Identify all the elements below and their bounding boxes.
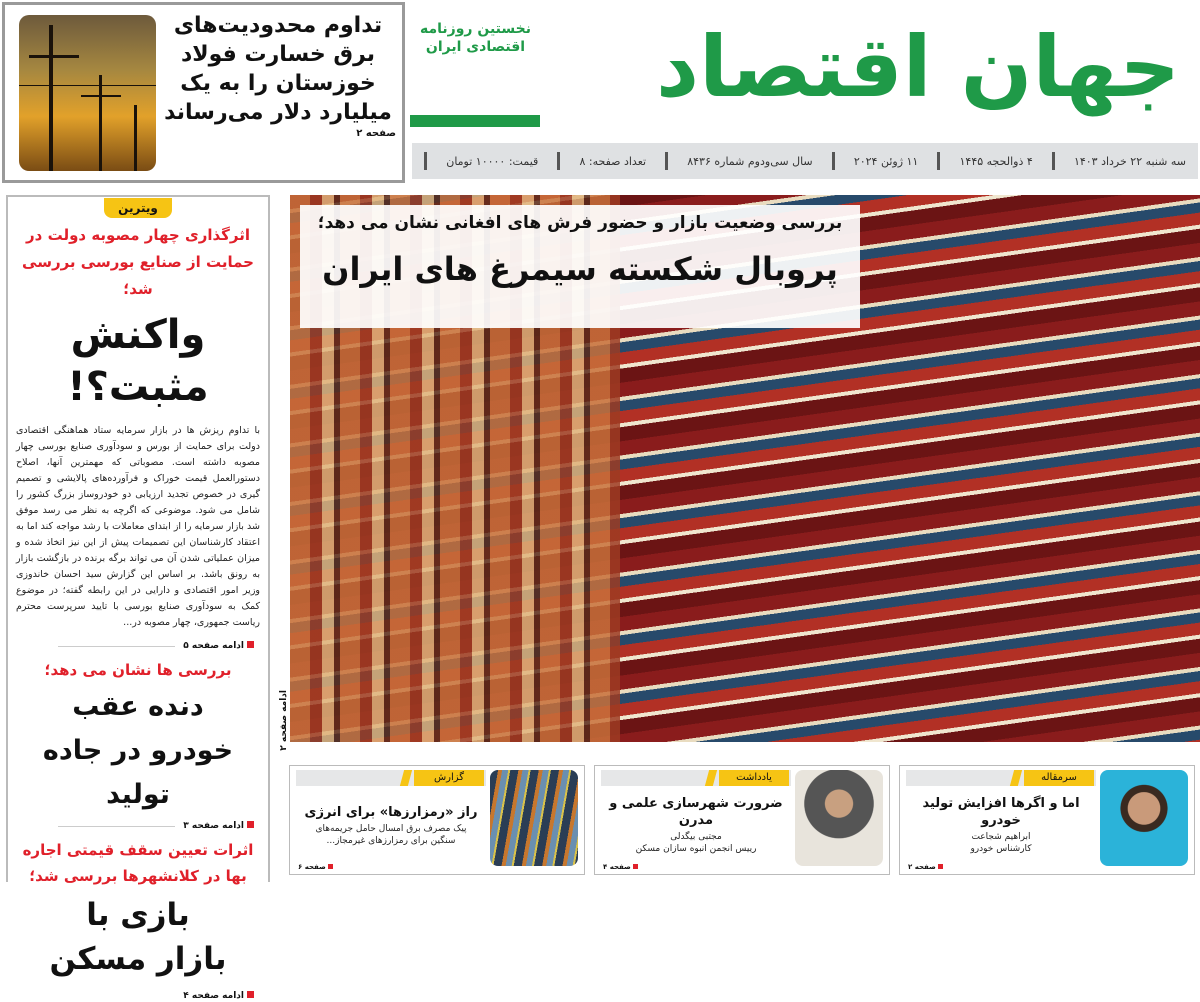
- card-page: صفحه ۴: [603, 862, 638, 872]
- card-title: راز «رمزارزها» برای انرژی: [304, 804, 478, 820]
- story3-headline[interactable]: بازی با بازار مسکن: [49, 897, 227, 977]
- main-kicker: بررسی وضعیت بازار و حضور فرش های افغانی نشان می دهد؛: [317, 213, 843, 233]
- teaser-text: [160, 11, 396, 139]
- teaser-page: صفحه ۲: [356, 128, 396, 139]
- story1-headline[interactable]: واکنش مثبت؟!: [67, 312, 209, 410]
- logo-bar: [410, 115, 540, 127]
- divider: [58, 646, 175, 647]
- main-photo-carpets[interactable]: [290, 195, 1200, 742]
- card-content: [603, 790, 789, 860]
- card-report[interactable]: [289, 765, 585, 875]
- page-count: تعداد صفحه: ۸: [579, 154, 647, 168]
- story3-kicker: اثرات تعیین سقف قیمتی اجاره بها در کلانشهرها بررسی شد؛: [22, 841, 254, 885]
- card-title: ضرورت شهرسازی علمی و مدرن: [609, 796, 783, 828]
- separator: [424, 152, 427, 170]
- price: قیمت: ۱۰۰۰۰ تومان: [446, 154, 539, 168]
- card-content: [908, 790, 1094, 860]
- story2-kicker: بررسی ها نشان می دهد؛: [44, 661, 232, 679]
- separator: [832, 152, 835, 170]
- story2-continue[interactable]: ادامه صفحه ۳: [183, 821, 268, 831]
- separator: [1052, 152, 1055, 170]
- story1-continue[interactable]: ادامه صفحه ۵: [183, 641, 268, 651]
- section-badge: ویترین: [104, 198, 172, 218]
- mining-rigs-photo: [490, 770, 578, 866]
- card-label: سرمقاله: [1024, 770, 1094, 786]
- card-author-role: رییس انجمن انبوه سازان مسکن: [635, 844, 757, 854]
- card-editorial[interactable]: [899, 765, 1195, 875]
- card-author: ابراهیم شجاعت: [971, 832, 1031, 842]
- separator: [665, 152, 668, 170]
- tagline-line-2: اقتصادی ایران: [425, 39, 526, 55]
- masthead-tagline: [420, 20, 531, 56]
- story1-body: با تداوم ریزش ها در بازار سرمایه ستاد هماهنگی اقتصادی دولت برای حمایت از بورس و سودآوری صنایع بورسی چهار مصوبه داشته است. مصوباتی که مهمترین آنها، اصلاح دستورالعمل قیمت خوراک و فرآورده‌های پالایشی و تصمیم گیری در خصوص تجدید ارزیابی دو خودروساز بزرگ کشور را شامل می شود. موضوعی که اگرچه به نظر می رسد موفق شد بازار سرمایه را از ابتدای معاملات با رشد مواجه کند اما به اعتقاد کارشناسان این تصمیمات پیش از این نیز اتخاذ شده و میزان عملیاتی شدن آن می تواند برگه برنده در بازگشت بازار به رونق باشد. بر اساس این گزارش سید احسان خاندوزی وزیر امور اقتصادی و دارایی در این رابطه گفته؛ در موضوع کمک به سودآوری صنایع بورسی با تایید سرپرست محترم ریاست جمهوری، چهار مصوبه در...: [16, 425, 260, 628]
- story3-continue[interactable]: ادامه صفحه ۴: [183, 991, 268, 1001]
- date-persian: سه شنبه ۲۲ خرداد ۱۴۰۳: [1073, 154, 1186, 168]
- card-content: [298, 790, 484, 860]
- divider: [58, 826, 175, 827]
- date-gregorian: ۱۱ ژوئن ۲۰۲۴: [853, 154, 919, 168]
- date-hijri: ۴ ذوالحجه ۱۴۴۵: [959, 154, 1033, 168]
- issue-number: سال سی‌ودوم شماره ۸۴۳۶: [687, 154, 813, 168]
- top-teaser[interactable]: [2, 2, 405, 183]
- card-summary: پیک مصرف برق امسال حامل جریمه‌های سنگین برای رمزارزهای غیرمجاز...: [315, 823, 467, 846]
- date-bar: [412, 143, 1198, 179]
- author-photo: [1100, 770, 1188, 866]
- card-note[interactable]: [594, 765, 890, 875]
- card-label: گزارش: [414, 770, 484, 786]
- card-author-role: کارشناس خودرو: [970, 844, 1032, 854]
- left-column: [6, 195, 270, 1001]
- masthead-logo: [410, 10, 1180, 135]
- main-continue[interactable]: ادامه صفحه ۲: [279, 690, 289, 751]
- masthead-name: جهان اقتصاد: [656, 18, 1180, 116]
- power-lines-photo: [19, 15, 156, 171]
- separator: [937, 152, 940, 170]
- teaser-headline: تداوم محدودیت‌های برق خسارت فولاد خوزستان را به یک میلیارد دلار می‌رساند: [164, 13, 392, 125]
- tagline-line-1: نخستین روزنامه: [420, 21, 531, 37]
- story1-kicker: اثرگذاری چهار مصوبه دولت در حمایت از صنایع بورسی بررسی شد؛: [22, 226, 254, 298]
- card-title: اما و اگرها افزایش تولید خودرو: [922, 796, 1080, 828]
- card-author: مجتبی بیگدلی: [670, 832, 722, 842]
- separator: [557, 152, 560, 170]
- card-label: یادداشت: [719, 770, 789, 786]
- author-photo: [795, 770, 883, 866]
- card-page: صفحه ۶: [298, 862, 333, 872]
- main-headline[interactable]: پروبال شکسته سیمرغ های ایران: [322, 250, 838, 288]
- main-headline-box: [300, 205, 860, 328]
- story2-headline[interactable]: دنده عقب خودرو در جاده تولید: [42, 691, 234, 810]
- card-page: صفحه ۲: [908, 862, 943, 872]
